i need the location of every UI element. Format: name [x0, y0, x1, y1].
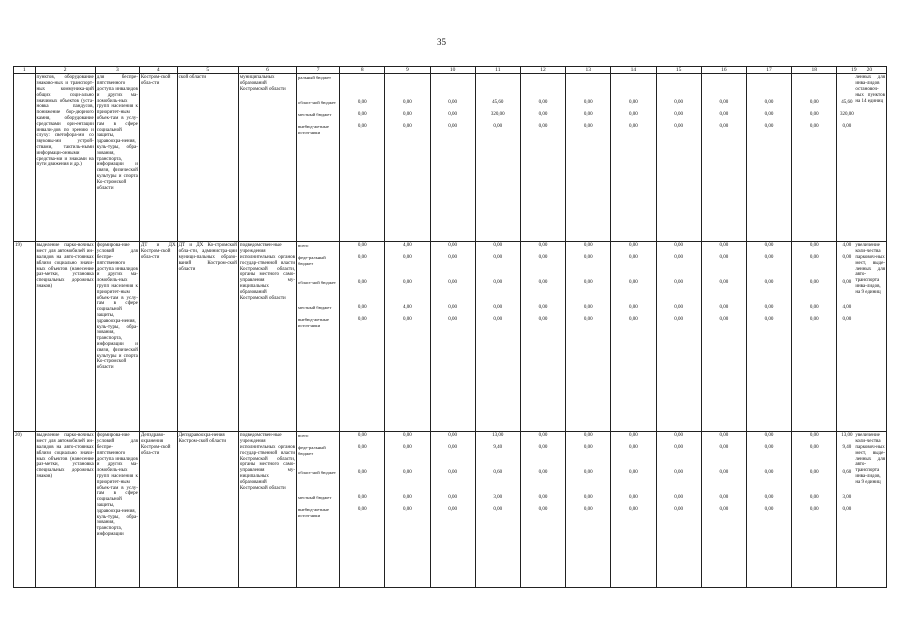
amount-value: 0,00 [764, 280, 774, 286]
amount-cell [656, 432, 701, 588]
amount-value: 0,00 [674, 470, 683, 476]
cell-c5: ской области [177, 74, 238, 242]
column-number: 16 [701, 67, 746, 74]
cell-c6: муниципальных образований Костромской области [238, 74, 296, 242]
amount-value: 0,00 [809, 495, 819, 501]
amount-value: 0,00 [764, 305, 774, 311]
amount-value: 0,00 [674, 280, 683, 286]
amount-value [658, 75, 700, 100]
amount-cell [792, 432, 837, 588]
amount-value: 0,00 [764, 243, 774, 249]
amount-value: 0,00 [448, 100, 457, 106]
column-number: 2 [35, 67, 95, 74]
column-number: 9 [385, 67, 430, 74]
amount-value: 0,00 [583, 470, 593, 476]
amount-value: 0,00 [357, 507, 367, 513]
amount-value: 0,00 [583, 433, 593, 439]
amount-value: 0,00 [403, 112, 412, 118]
amount-value: 0,00 [809, 317, 819, 323]
amount-value: 0,00 [583, 124, 593, 130]
amount-cell [746, 74, 791, 242]
amount-value: 0,00 [538, 507, 548, 513]
amount-cell [385, 242, 430, 432]
amount-value: 0,00 [538, 112, 548, 118]
column-number: 5 [177, 67, 238, 74]
amount-value: 0,00 [674, 495, 683, 501]
amount-value: 0,00 [719, 305, 729, 311]
column-number: 11 [475, 67, 520, 74]
amount-value: 0,00 [809, 445, 819, 451]
amount-value: 0,00 [403, 495, 412, 501]
amount-value: 0,00 [538, 124, 548, 130]
amount-value: 0,00 [719, 243, 729, 249]
amount-cell [746, 242, 791, 432]
column-number: 1 [14, 67, 36, 74]
amount-value: 0,00 [719, 470, 729, 476]
funding-source: внебюд-жетные источ-ники [298, 317, 329, 328]
amount-value: 0,00 [764, 124, 774, 130]
funding-source: ральный бюджет [298, 75, 331, 81]
amount-value: 0,00 [809, 255, 819, 261]
amount-value: 0,00 [538, 470, 548, 476]
amount-value: 0,00 [764, 112, 774, 118]
amount-value: 9,40 [493, 445, 503, 451]
amount-value: 0,00 [357, 112, 367, 118]
amount-value: 0,00 [629, 305, 638, 311]
amount-value: 0,00 [764, 433, 774, 439]
total-and-result-cell [837, 74, 887, 242]
amount-value: 0,00 [809, 433, 819, 439]
amount-cell [385, 74, 430, 242]
amount-cell [566, 74, 611, 242]
cell-c2: выделение парко-вочных мест для автомобилей ин-валидов на авто-стоянках вблизи социально значи-мых объектов (нанесение раз-метки, установка специальных дорожных знаков) [35, 432, 95, 588]
column-number: 15 [656, 67, 701, 74]
amount-value: 0,00 [674, 305, 683, 311]
funding-source: област-ной бюджет [298, 280, 336, 286]
amount-value: 0,00 [719, 100, 729, 106]
total-value: 9,40 [842, 445, 852, 451]
amount-value: 0,00 [629, 243, 638, 249]
amount-value: 0,00 [448, 507, 457, 513]
amount-value: 45,60 [492, 100, 504, 106]
amount-value: 0,00 [448, 433, 457, 439]
expected-result: увеличение коли-чества парковоч-ных мест, выде-ленных для авто-транспорта инва-лидов, на 9 единиц [855, 433, 885, 485]
amount-value: 0,00 [493, 124, 503, 130]
amount-value [748, 75, 790, 100]
amount-cell [475, 242, 520, 432]
amount-value: 0,00 [357, 495, 367, 501]
cell-c4: ДТ и ДХ Костром-ской обла-сти [139, 242, 177, 432]
amount-value: 0,00 [719, 112, 729, 118]
amount-cell [611, 74, 656, 242]
amount-cell [792, 242, 837, 432]
amount-value: 0,60 [493, 470, 503, 476]
amount-value: 0,00 [538, 317, 548, 323]
amount-value: 0,00 [809, 100, 819, 106]
amount-cell [340, 74, 385, 242]
amount-value: 0,00 [357, 243, 367, 249]
amount-value: 0,00 [403, 433, 412, 439]
cell-c4: Депздраво-охранения Костром-ской обла-сти [139, 432, 177, 588]
cell-c5: Депздравоохра-нения Костром-ской области [177, 432, 238, 588]
amount-value: 0,00 [809, 280, 819, 286]
amount-value: 4,00 [403, 243, 412, 249]
amount-cell [430, 432, 475, 588]
amount-value: 0,00 [403, 255, 412, 261]
amount-cell [385, 432, 430, 588]
amount-value: 0,00 [357, 255, 367, 261]
amount-value: 0,00 [629, 280, 638, 286]
cell-c3: формирова-ние условий для беспре-пятственного доступа инвалидов и других ма-ломобиль-ных групп населения к приоритет-ным объек-там в услу-гам в сфере социальной защиты, здравоохра-нения, куль-туры, обра-зования, транспорта, информации и связи, физической культуры и спорта Ко-стромской области [95, 242, 139, 432]
amount-value [432, 75, 474, 100]
amount-value [477, 75, 519, 100]
funding-source: местный бюджет [298, 495, 332, 501]
cell-c2: выделение парко-вочных мест для автомобилей ин-валидов на авто-стоянках вблизи социально значи-мых объектов (нанесение раз-метки, установка специальных дорожных знаков) [35, 242, 95, 432]
amount-value: 0,00 [448, 317, 457, 323]
amount-value [522, 75, 564, 100]
amount-value [793, 75, 835, 100]
amount-value: 0,00 [719, 433, 729, 439]
amount-value: 0,00 [448, 255, 457, 261]
amount-value: 0,00 [357, 100, 367, 106]
amount-value: 0,00 [448, 280, 457, 286]
column-number [837, 67, 887, 74]
amount-value [386, 75, 428, 100]
total-value: 0,00 [842, 317, 852, 323]
measure-row-19 [14, 242, 887, 432]
amount-value: 0,00 [629, 317, 638, 323]
amount-cell [701, 242, 746, 432]
amount-value: 0,00 [357, 280, 367, 286]
amount-cell [340, 242, 385, 432]
amount-value: 0,00 [583, 305, 593, 311]
amount-value: 0,00 [357, 470, 367, 476]
amount-cell [520, 432, 565, 588]
amount-value: 0,00 [583, 445, 593, 451]
amount-value: 0,00 [629, 124, 638, 130]
funding-source: местный бюджет [298, 305, 332, 311]
amount-value: 0,00 [674, 433, 683, 439]
amount-value: 0,00 [493, 317, 503, 323]
amount-value: 0,00 [493, 305, 503, 311]
amount-value: 0,00 [493, 280, 503, 286]
cell-c3: для беспре-пятственного доступа инвалидов и других ма-ломобиль-ных групп населения к приоритет-ным объек-там в услу-гам в сфере социальной защиты, здравоохра-нения, куль-туры, обра-зования, транспорта, информации и связи, физической культуры и спорта Ко-стромской области [95, 74, 139, 242]
amount-value: 0,00 [629, 507, 638, 513]
amount-value: 0,00 [357, 433, 367, 439]
cell-c4: Костром-ской обла-сти [139, 74, 177, 242]
amount-value: 0,00 [764, 255, 774, 261]
amount-cell [656, 242, 701, 432]
cell-c6: подведомствен-ные учреждения исполнительных органов государ-ственной власти Костромской области, органы местного само-управления му-ниципальных образований Костромской области [238, 432, 296, 588]
amount-value: 0,00 [764, 317, 774, 323]
funding-source: внебюд-жетные источ-ники [298, 507, 329, 518]
amount-value: 0,00 [538, 495, 548, 501]
total-and-result-cell [837, 432, 887, 588]
funding-source-cell [297, 432, 340, 588]
amount-value: 0,00 [583, 280, 593, 286]
amount-value: 0,00 [583, 317, 593, 323]
amount-value: 0,00 [538, 433, 548, 439]
amount-value: 0,00 [629, 433, 638, 439]
amount-value: 0,00 [719, 280, 729, 286]
amount-value: 0,00 [764, 507, 774, 513]
amount-value: 0,00 [809, 112, 819, 118]
table-body [14, 67, 887, 588]
amount-value: 0,00 [674, 243, 683, 249]
amount-value: 0,00 [674, 112, 683, 118]
amount-value: 0,00 [809, 124, 819, 130]
funding-source: местный бюджет [298, 112, 332, 118]
amount-value: 0,00 [629, 112, 638, 118]
amount-cell [566, 432, 611, 588]
amount-value: 0,00 [538, 243, 548, 249]
amount-value: 0,00 [583, 255, 593, 261]
cell-c6: подведомствен-ные учреждения исполнительных органов государ-ственной власти Костромской области, органы местного само-управления му-ниципальных образований Костромской области [238, 242, 296, 432]
measure-row-20 [14, 432, 887, 588]
funding-source: всего [298, 243, 309, 249]
measure-number: 19) [14, 242, 36, 432]
amount-value: 0,00 [583, 243, 593, 249]
amount-value: 0,00 [357, 124, 367, 130]
amount-value: 0,00 [809, 470, 819, 476]
cell-c2: пунктов, оборудование знаково-ных и транспорт-ных коммуника-ций общих соци-ально значимых объектов (уста-новка пандусов, понижение бор-дюрного камня, оборудование средствами ори-ентации инвали-дов по зрению и слуху: светофора-ми со звуковы-ми устрой-ствами, тактиль-ными информаци-онными средства-ми и знаками на пути движения и др.) [35, 74, 95, 242]
amount-value: 0,00 [448, 495, 457, 501]
total-value: 0,60 [842, 470, 852, 476]
measure-number: 20) [14, 432, 36, 588]
amount-value: 0,00 [583, 100, 593, 106]
amount-value: 0,00 [719, 317, 729, 323]
column-number: 3 [95, 67, 139, 74]
column-number-19: 19 [851, 67, 857, 73]
funding-source: феде-ральный бюджет [298, 445, 326, 456]
amount-cell [701, 432, 746, 588]
amount-value: 0,00 [764, 445, 774, 451]
total-value: 3,00 [842, 495, 852, 501]
amount-value: 0,00 [448, 470, 457, 476]
total-value: 4,00 [842, 243, 852, 249]
amount-value: 0,00 [403, 470, 412, 476]
amount-value: 0,00 [674, 445, 683, 451]
amount-value: 0,00 [674, 124, 683, 130]
amount-cell [430, 74, 475, 242]
column-number: 13 [566, 67, 611, 74]
funding-source: всего [298, 433, 309, 439]
amount-cell [701, 74, 746, 242]
amount-value: 0,00 [403, 124, 412, 130]
amount-value: 0,00 [538, 100, 548, 106]
amount-value: 0,00 [403, 317, 412, 323]
amount-value: 0,00 [719, 445, 729, 451]
funding-source: внебюд-жетные источ-ники [298, 124, 329, 135]
amount-value: 0,00 [719, 495, 729, 501]
amount-value: 0,00 [719, 255, 729, 261]
column-number: 7 [297, 67, 340, 74]
total-value: 0,00 [842, 255, 852, 261]
amount-value: 0,00 [629, 445, 638, 451]
column-number: 10 [430, 67, 475, 74]
amount-value: 0,00 [719, 124, 729, 130]
amount-value: 0,00 [538, 305, 548, 311]
amount-value: 0,00 [674, 255, 683, 261]
amount-value: 0,00 [357, 445, 367, 451]
total-and-result-cell [837, 242, 887, 432]
amount-value: 0,00 [493, 255, 503, 261]
amount-cell [430, 242, 475, 432]
amount-cell [746, 432, 791, 588]
amount-value: 0,00 [629, 100, 638, 106]
program-table [13, 66, 887, 588]
amount-value: 0,00 [538, 255, 548, 261]
amount-value: 0,00 [764, 470, 774, 476]
expected-result: ленных для инва-лидов остановоч-ных пунктов на 14 единиц [855, 75, 885, 104]
column-number: 4 [139, 67, 177, 74]
amount-value: 0,00 [448, 112, 457, 118]
amount-value: 0,00 [538, 445, 548, 451]
amount-value: 0,00 [403, 507, 412, 513]
column-number: 8 [340, 67, 385, 74]
total-value: 0,00 [842, 507, 852, 513]
amount-cell [656, 74, 701, 242]
amount-value: 0,00 [493, 243, 503, 249]
amount-value: 0,00 [809, 305, 819, 311]
amount-value: 0,00 [538, 280, 548, 286]
amount-value: 0,00 [629, 495, 638, 501]
continuation-row [14, 74, 887, 242]
amount-value: 0,00 [764, 100, 774, 106]
funding-source: област-ной бюджет [298, 470, 336, 476]
expected-result: увеличение коли-чества парковоч-ных мест, выде-ленных для авто-транспорта инва-лидов, на 9 единиц [855, 243, 885, 295]
total-value: 13,00 [841, 433, 853, 439]
cell-c5: ДТ и ДХ Ко-стромской обла-сти, администра-ции муници-пальных образо-ваний Костром-ской области [177, 242, 238, 432]
amount-value: 0,00 [583, 507, 593, 513]
column-number: 17 [746, 67, 791, 74]
total-value [838, 75, 855, 100]
amount-value [612, 75, 654, 100]
column-number-20: 20 [866, 67, 873, 73]
amount-value [703, 75, 745, 100]
funding-source-cell [297, 242, 340, 432]
cell-c3: формирова-ние условий для беспре-пятственного доступа инвалидов и других ма-ломобиль-ных групп населения к приоритет-ным объек-там в услу-гам в сфере социальной защиты, здравоохра-нения, куль-туры, обра-зования, транспорта, информации [95, 432, 139, 588]
column-number: 18 [792, 67, 837, 74]
funding-source-cell [297, 74, 340, 242]
amount-value: 0,00 [357, 305, 367, 311]
column-number: 6 [238, 67, 296, 74]
amount-value: 4,00 [403, 305, 412, 311]
amount-value: 0,00 [809, 243, 819, 249]
amount-value: 0,00 [674, 317, 683, 323]
amount-value: 0,00 [448, 124, 457, 130]
amount-value: 0,00 [493, 507, 503, 513]
amount-cell [792, 74, 837, 242]
total-value: 4,00 [842, 305, 852, 311]
column-number: 12 [520, 67, 565, 74]
amount-value: 0,00 [448, 305, 457, 311]
amount-value: 0,00 [629, 255, 638, 261]
amount-value: 0,00 [448, 445, 457, 451]
amount-value: 13,00 [492, 433, 504, 439]
amount-value: 3,00 [493, 495, 503, 501]
amount-value: 0,00 [403, 280, 412, 286]
amount-value: 0,00 [764, 495, 774, 501]
amount-cell [520, 74, 565, 242]
amount-value: 0,00 [583, 495, 593, 501]
amount-value [567, 75, 609, 100]
funding-source: феде-ральный бюджет [298, 255, 326, 266]
total-value: 0,00 [842, 280, 852, 286]
amount-value: 0,00 [719, 507, 729, 513]
amount-value: 0,00 [403, 445, 412, 451]
amount-value: 0,00 [448, 243, 457, 249]
amount-value: 0,00 [809, 507, 819, 513]
funding-source: област-ной бюджет [298, 100, 336, 106]
amount-cell [566, 242, 611, 432]
total-value: 320,00 [839, 112, 854, 118]
amount-cell [340, 432, 385, 588]
amount-cell [520, 242, 565, 432]
amount-value: 0,00 [674, 507, 683, 513]
total-value: 0,00 [842, 124, 852, 130]
page-number: 35 [437, 37, 446, 47]
column-number-row [14, 67, 887, 74]
column-number: 14 [611, 67, 656, 74]
amount-cell [475, 432, 520, 588]
amount-value: 320,00 [490, 112, 505, 118]
amount-cell [611, 242, 656, 432]
amount-cell [475, 74, 520, 242]
amount-value: 0,00 [629, 470, 638, 476]
measure-number [14, 74, 36, 242]
amount-value: 0,00 [674, 100, 683, 106]
amount-cell [611, 432, 656, 588]
amount-value: 0,00 [357, 317, 367, 323]
amount-value: 0,00 [403, 100, 412, 106]
total-value: 45,60 [841, 100, 853, 106]
amount-value [341, 75, 383, 100]
amount-value: 0,00 [583, 112, 593, 118]
